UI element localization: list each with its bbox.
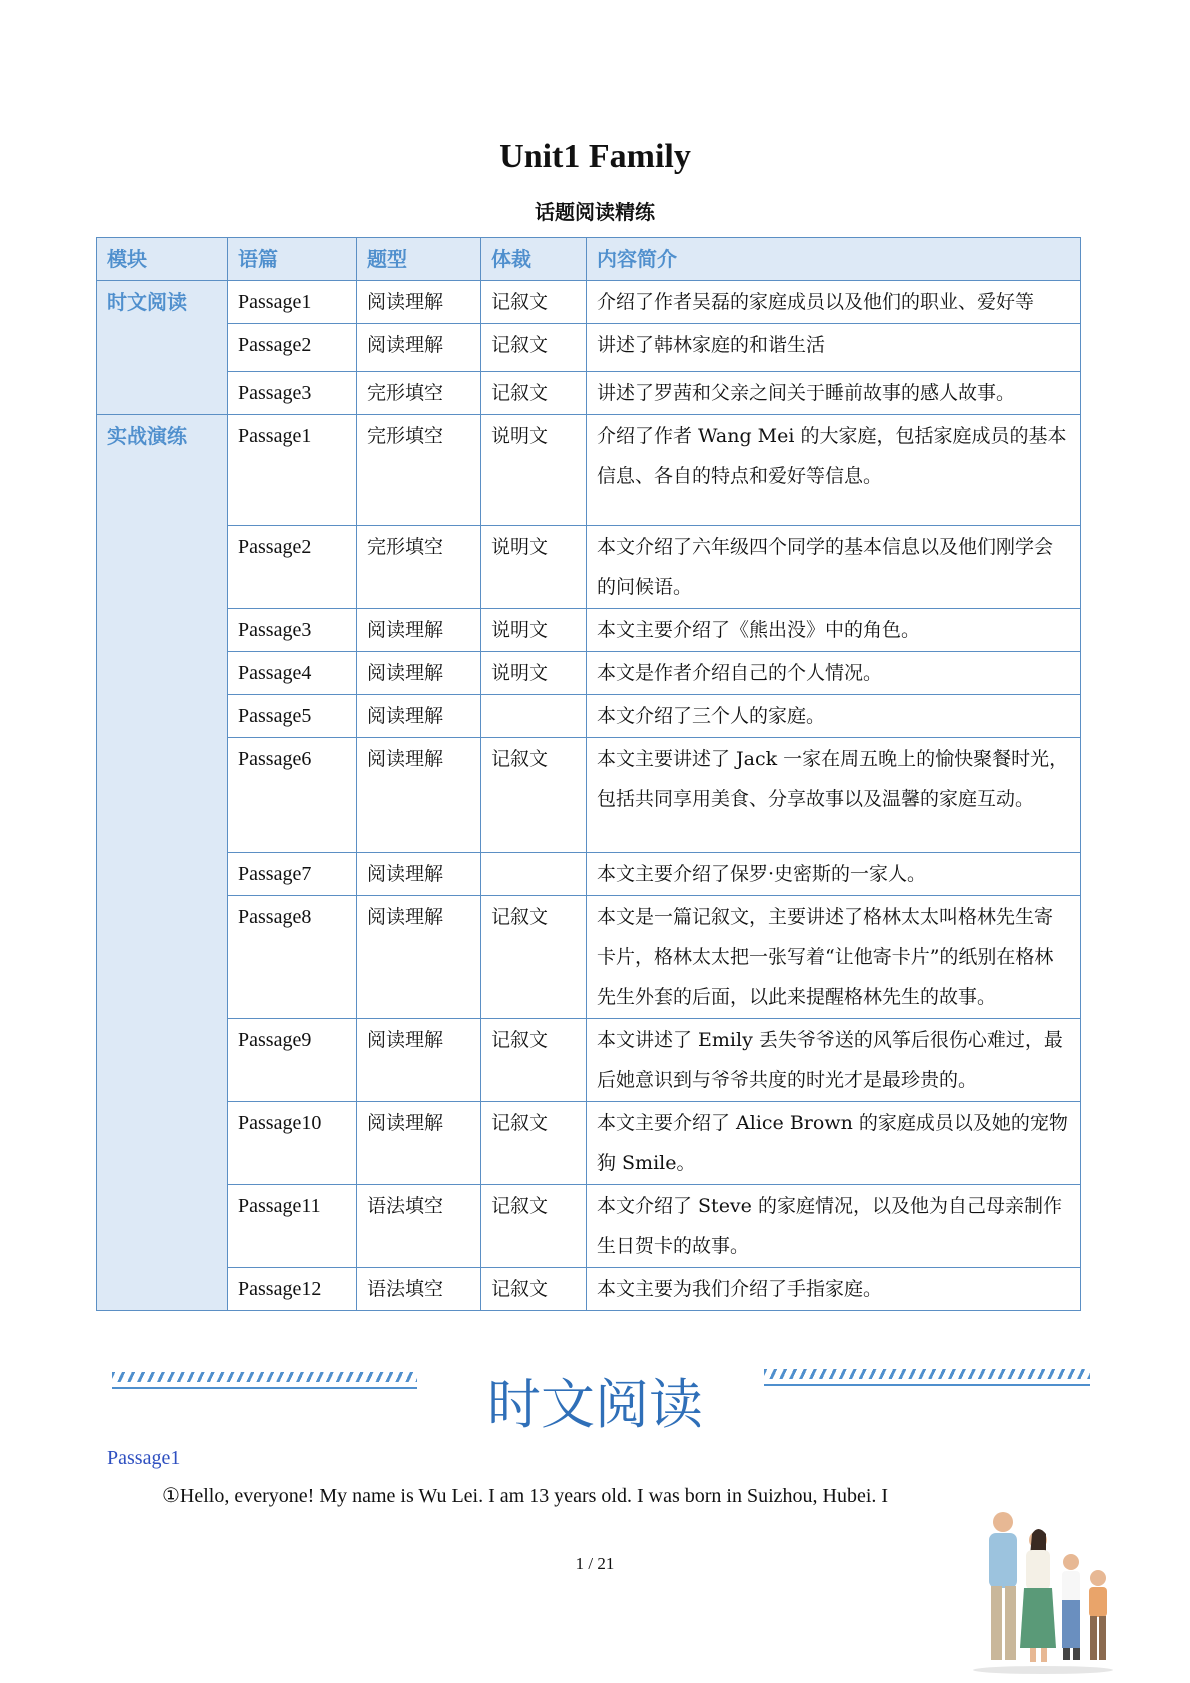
passage-cell: Passage8 <box>228 896 357 1019</box>
summary-cell: 本文主要介绍了保罗·史密斯的一家人。 <box>587 853 1081 896</box>
document-subtitle: 话题阅读精练 <box>535 200 655 224</box>
question-type-cell: 阅读理解 <box>357 652 481 695</box>
question-type-cell: 阅读理解 <box>357 738 481 853</box>
summary-cell: 本文是作者介绍自己的个人情况。 <box>587 652 1081 695</box>
table-row <box>97 695 1081 738</box>
table-row <box>97 609 1081 652</box>
summary-cell: 讲述了韩林家庭的和谐生活 <box>587 324 1081 372</box>
question-type-cell: 语法填空 <box>357 1185 481 1268</box>
table-row <box>97 281 1081 324</box>
genre-cell: 记叙文 <box>481 738 587 853</box>
summary-cell: 本文讲述了 Emily 丢失爷爷送的风筝后很伤心难过，最后她意识到与爷爷共度的时光才是最珍贵的。 <box>587 1019 1081 1102</box>
module-cell: 时文阅读 <box>97 281 228 415</box>
passage-body-text: ①Hello, everyone! My name is Wu Lei. I am 13 years old. I was born in Suizhou, Hubei. I <box>162 1485 889 1507</box>
genre-cell: 说明文 <box>481 526 587 609</box>
genre-cell: 记叙文 <box>481 1268 587 1311</box>
family-illustration <box>968 1500 1118 1675</box>
passage-cell: Passage9 <box>228 1019 357 1102</box>
question-type-cell: 阅读理解 <box>357 1019 481 1102</box>
table-row <box>97 896 1081 1019</box>
passage-cell: Passage3 <box>228 609 357 652</box>
table-row <box>97 1102 1081 1185</box>
document-title: Unit1 Family <box>499 138 691 175</box>
passage-cell: Passage2 <box>228 324 357 372</box>
summary-cell: 本文主要介绍了 Alice Brown 的家庭成员以及她的宠物狗 Smile。 <box>587 1102 1081 1185</box>
summary-cell: 讲述了罗茜和父亲之间关于睡前故事的感人故事。 <box>587 372 1081 415</box>
summary-cell: 本文主要为我们介绍了手指家庭。 <box>587 1268 1081 1311</box>
passage-cell: Passage7 <box>228 853 357 896</box>
passage-cell: Passage3 <box>228 372 357 415</box>
passage-cell: Passage2 <box>228 526 357 609</box>
overview-table <box>96 237 1081 1311</box>
question-type-cell: 阅读理解 <box>357 609 481 652</box>
genre-cell: 记叙文 <box>481 281 587 324</box>
question-type-cell: 语法填空 <box>357 1268 481 1311</box>
table-header-row <box>97 238 1081 281</box>
question-type-cell: 阅读理解 <box>357 853 481 896</box>
question-type-cell: 阅读理解 <box>357 324 481 372</box>
header-module: 模块 <box>97 238 228 281</box>
question-type-cell: 阅读理解 <box>357 1102 481 1185</box>
table-row <box>97 372 1081 415</box>
header-genre: 体裁 <box>481 238 587 281</box>
table-row <box>97 652 1081 695</box>
header-summary: 内容简介 <box>587 238 1081 281</box>
genre-cell: 记叙文 <box>481 1185 587 1268</box>
question-type-cell: 完形填空 <box>357 526 481 609</box>
table-row <box>97 853 1081 896</box>
passage-label: Passage1 <box>107 1447 181 1469</box>
table-row <box>97 526 1081 609</box>
table-body <box>97 281 1081 1311</box>
summary-cell: 本文介绍了三个人的家庭。 <box>587 695 1081 738</box>
passage-cell: Passage5 <box>228 695 357 738</box>
question-type-cell: 阅读理解 <box>357 896 481 1019</box>
passage-cell: Passage6 <box>228 738 357 853</box>
table-row <box>97 415 1081 526</box>
genre-cell: 说明文 <box>481 609 587 652</box>
genre-cell: 说明文 <box>481 415 587 526</box>
genre-cell: 记叙文 <box>481 1019 587 1102</box>
table-row <box>97 1019 1081 1102</box>
page-number: 1 / 21 <box>575 1554 615 1573</box>
summary-cell: 本文介绍了六年级四个同学的基本信息以及他们刚学会的问候语。 <box>587 526 1081 609</box>
question-type-cell: 阅读理解 <box>357 695 481 738</box>
passage-cell: Passage1 <box>228 415 357 526</box>
summary-cell: 介绍了作者吴磊的家庭成员以及他们的职业、爱好等 <box>587 281 1081 324</box>
genre-cell <box>481 853 587 896</box>
header-passage: 语篇 <box>228 238 357 281</box>
question-type-cell: 阅读理解 <box>357 281 481 324</box>
genre-cell: 记叙文 <box>481 896 587 1019</box>
table-row <box>97 738 1081 853</box>
summary-cell: 本文主要介绍了《熊出没》中的角色。 <box>587 609 1081 652</box>
table-row <box>97 1268 1081 1311</box>
module-cell: 实战演练 <box>97 415 228 1311</box>
section-title: 时文阅读 <box>487 1373 703 1436</box>
genre-cell: 说明文 <box>481 652 587 695</box>
genre-cell: 记叙文 <box>481 372 587 415</box>
genre-cell: 记叙文 <box>481 324 587 372</box>
summary-cell: 介绍了作者 Wang Mei 的大家庭，包括家庭成员的基本信息、各自的特点和爱好等信息。 <box>587 415 1081 526</box>
summary-cell: 本文介绍了 Steve 的家庭情况，以及他为自己母亲制作生日贺卡的故事。 <box>587 1185 1081 1268</box>
header-question-type: 题型 <box>357 238 481 281</box>
table-row <box>97 1185 1081 1268</box>
question-type-cell: 完形填空 <box>357 372 481 415</box>
passage-cell: Passage4 <box>228 652 357 695</box>
passage-cell: Passage1 <box>228 281 357 324</box>
genre-cell: 记叙文 <box>481 1102 587 1185</box>
table-row <box>97 324 1081 372</box>
passage-cell: Passage10 <box>228 1102 357 1185</box>
summary-cell: 本文是一篇记叙文，主要讲述了格林太太叫格林先生寄卡片，格林太太把一张写着“让他寄卡片”的纸别在格林先生外套的后面，以此来提醒格林先生的故事。 <box>587 896 1081 1019</box>
passage-cell: Passage11 <box>228 1185 357 1268</box>
passage-cell: Passage12 <box>228 1268 357 1311</box>
summary-cell: 本文主要讲述了 Jack 一家在周五晚上的愉快聚餐时光，包括共同享用美食、分享故事以及温馨的家庭互动。 <box>587 738 1081 853</box>
genre-cell <box>481 695 587 738</box>
question-type-cell: 完形填空 <box>357 415 481 526</box>
